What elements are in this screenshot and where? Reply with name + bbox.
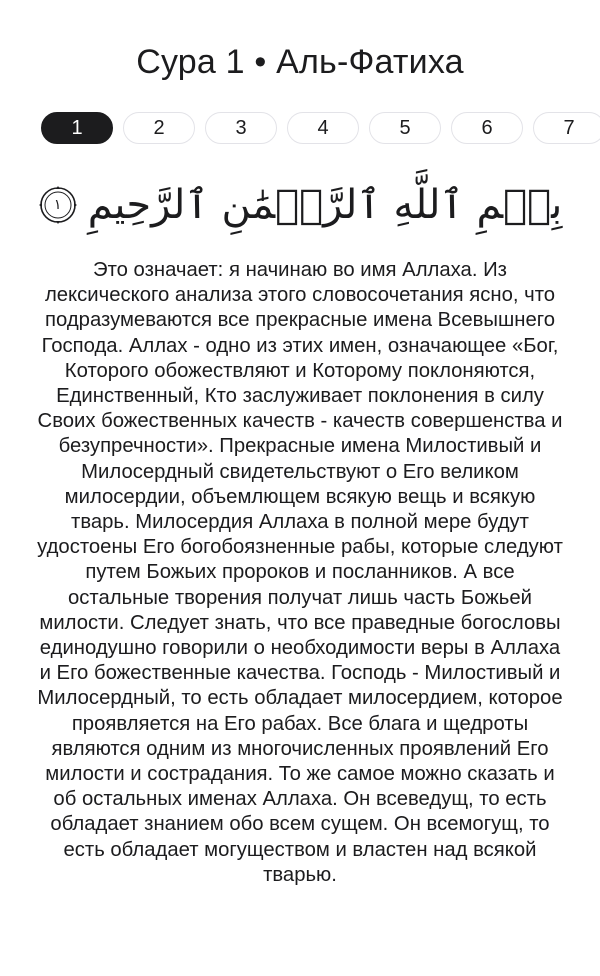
ayah-tab-4[interactable]: 4	[287, 112, 359, 144]
ayah-tab-2[interactable]: 2	[123, 112, 195, 144]
ayah-arabic-row	[0, 166, 600, 244]
ayah-arabic-text: بِسۡمِ ٱللَّهِ ٱلرَّحۡمَٰنِ ٱلرَّحِيمِ	[87, 182, 563, 228]
ayah-tabs	[41, 112, 600, 144]
ayah-tab-5[interactable]: 5	[369, 112, 441, 144]
tafsir-text: Это означает: я начинаю во имя Аллаха. Из лексического анализа этого словосочетания ясно, что подразумеваются все прекрасные имена Всевышнего Господа. Аллах - одно из этих имен, означающее «Бог, Которого обожествляют и Которому поклоняются, Единственный, Кто заслуживает поклонения в силу Своих божественных качеств - качеств совершенства и безупречности». Прекрасные имена Милостивый и Милосердный свидетельствуют о Его великом милосердии, объемлющем всякую вещь и всякую тварь. Милосердия Аллаха в полной мере будут удостоены Его богобоязненные рабы, которые следуют путем Божьих пророков и посланников. А все остальные творения получат лишь часть Божьей милости. Следует знать, что все праведные богословы единодушно говорили о необходимости веры в Аллаха и Его божественные качества. Господь - Милостивый и Милосердный, то есть обладает милосердием, которое проявляется на Его рабах. Все блага и щедроты являются одним из многочисленных проявлений Его милости и сострадания. То же самое можно сказать и об остальных именах Аллаха. Он всеведущ, то есть обладает знанием обо всем сущем. Он всемогущ, то есть обладает могуществом и властен над всякой тварью.	[37, 259, 563, 886]
ayah-number-marker	[38, 185, 78, 225]
ayah-tab-3[interactable]: 3	[205, 112, 277, 144]
ayah-tab-7[interactable]: 7	[533, 112, 600, 144]
surah-title: Сура 1 • Аль-Фатиха	[136, 43, 464, 81]
ayah-tab-6[interactable]: 6	[451, 112, 523, 144]
ayah-tab-1[interactable]: 1	[41, 112, 113, 144]
ayah-number: ١	[53, 197, 62, 213]
